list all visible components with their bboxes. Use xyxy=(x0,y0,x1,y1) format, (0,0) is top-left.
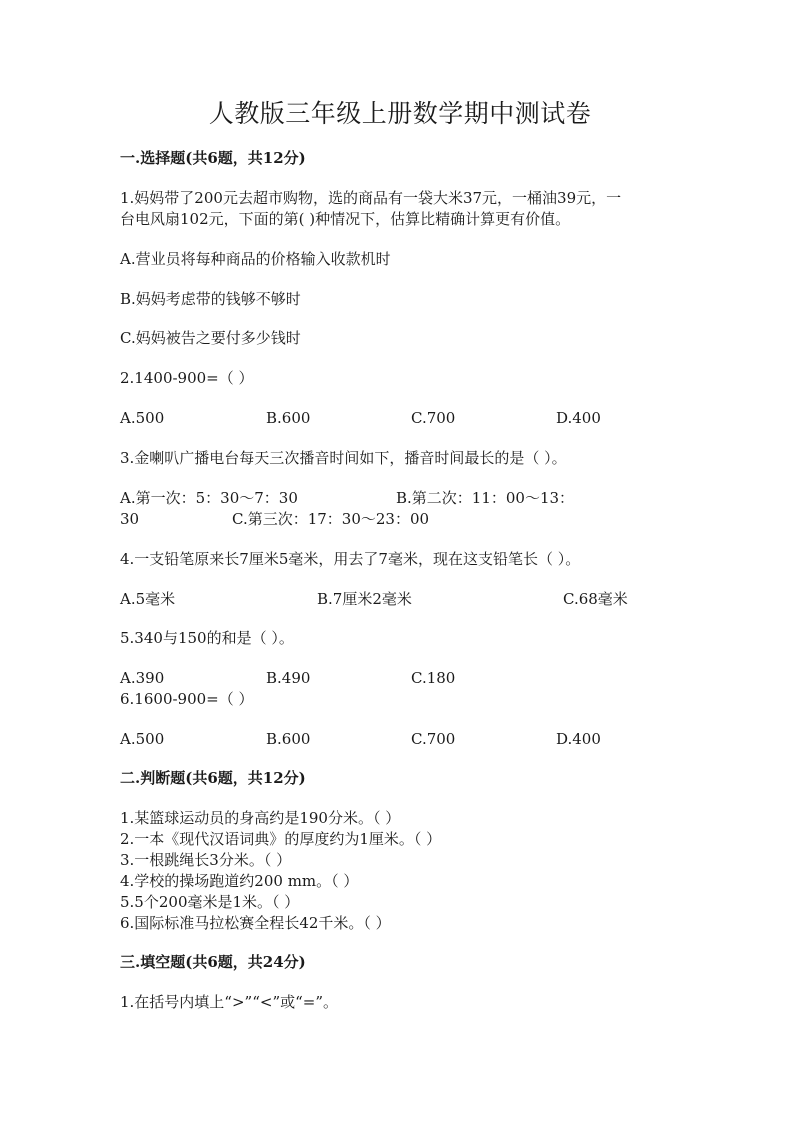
question-2-stem: 2.1400-900=（ ） xyxy=(120,369,254,387)
question-1-line-2: 台电风扇102元，下面的第( )种情况下，估算比精确计算更有价值。 xyxy=(120,210,571,228)
question-4-option-b: B.7厘米2毫米 xyxy=(317,590,412,608)
section-heading-choice: 一.选择题(共6题，共12分) xyxy=(120,149,306,167)
question-1-option-c: C.妈妈被告之要付多少钱时 xyxy=(120,329,301,347)
question-1-option-b: B.妈妈考虑带的钱够不够时 xyxy=(120,290,301,308)
question-5-option-c: C.180 xyxy=(411,669,456,687)
judgement-item: 1.某篮球运动员的身高约是190分米。（ ） xyxy=(120,809,401,827)
question-1-line-1: 1.妈妈带了200元去超市购物，选的商品有一袋大米37元，一桶油39元，一 xyxy=(120,189,622,207)
question-4-stem: 4.一支铅笔原来长7厘米5毫米，用去了7毫米，现在这支铅笔长（ ）。 xyxy=(120,550,581,568)
question-2-option-d: D.400 xyxy=(556,409,601,427)
question-5-option-b: B.490 xyxy=(266,669,311,687)
question-3-option-b: B.第二次：11：00～13： xyxy=(396,489,575,507)
question-6-option-b: B.600 xyxy=(266,730,311,748)
section-heading-fill-blank: 三.填空题(共6题，共24分) xyxy=(120,953,306,971)
judgement-item: 5.5个200毫米是1米。（ ） xyxy=(120,893,300,911)
question-2-option-c: C.700 xyxy=(411,409,456,427)
question-4-option-a: A.5毫米 xyxy=(120,590,176,608)
judgement-item: 4.学校的操场跑道约200 mm。（ ） xyxy=(120,872,359,890)
question-3-option-c: C.第三次：17：30～23：00 xyxy=(232,510,430,528)
question-3-option-a: A.第一次：5：30～7：30 xyxy=(120,489,298,507)
page-title: 人教版三年级上册数学期中测试卷 xyxy=(208,99,592,128)
question-6-option-a: A.500 xyxy=(120,730,165,748)
judgement-item: 6.国际标准马拉松赛全程长42千米。（ ） xyxy=(120,914,391,932)
question-6-stem: 6.1600-900=（ ） xyxy=(120,690,254,708)
judgement-item: 2.一本《现代汉语词典》的厚度约为1厘米。（ ） xyxy=(120,830,442,848)
question-4-option-c: C.68毫米 xyxy=(563,590,628,608)
question-3-stem: 3.金喇叭广播电台每天三次播音时间如下，播音时间最长的是（ ）。 xyxy=(120,449,567,467)
question-5-option-a: A.390 xyxy=(120,669,165,687)
section-heading-judgement: 二.判断题(共6题，共12分) xyxy=(120,769,306,787)
question-2-option-a: A.500 xyxy=(120,409,165,427)
question-6-option-c: C.700 xyxy=(411,730,456,748)
question-2-option-b: B.600 xyxy=(266,409,311,427)
question-6-option-d: D.400 xyxy=(556,730,601,748)
question-1-option-a: A.营业员将每种商品的价格输入收款机时 xyxy=(120,250,391,268)
question-3-option-b-cont: 30 xyxy=(120,510,140,528)
fill-blank-question-1: 1.在括号内填上“>”“<”或“=”。 xyxy=(120,993,339,1011)
question-5-stem: 5.340与150的和是（ ）。 xyxy=(120,629,294,647)
judgement-item: 3.一根跳绳长3分米。（ ） xyxy=(120,851,292,869)
